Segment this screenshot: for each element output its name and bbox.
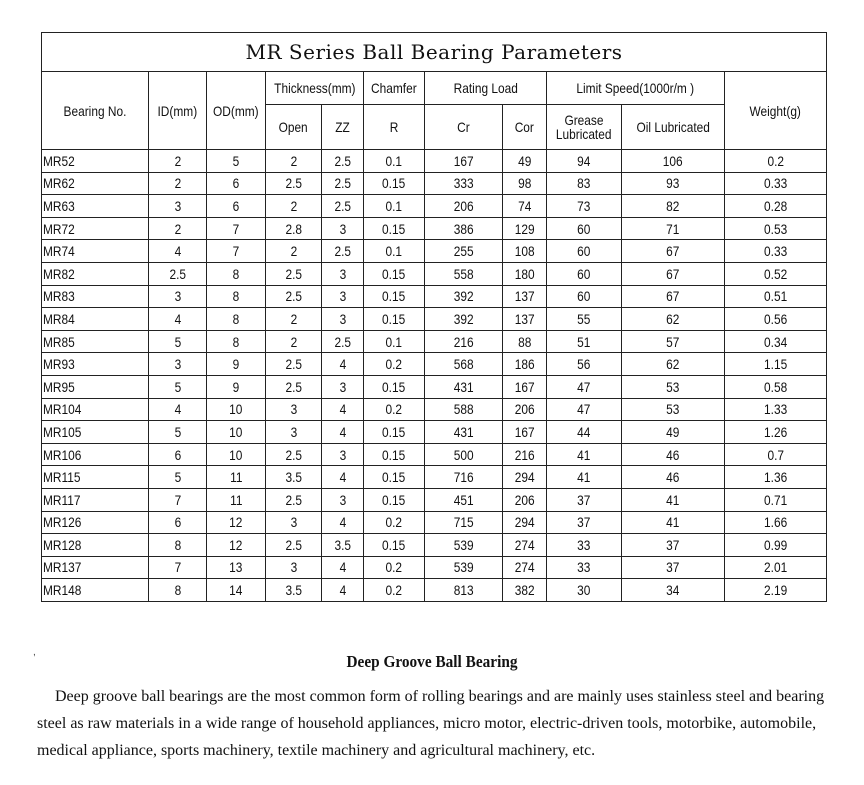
cell-open: 2.5 (266, 534, 322, 557)
table-row (42, 511, 827, 534)
cell-cor: 88 (503, 330, 547, 353)
cell-open: 2 (266, 150, 322, 173)
table-row (42, 398, 827, 421)
cell-cor: 382 (503, 579, 547, 602)
cell-od: 6 (207, 195, 266, 218)
cell-r: 0.2 (364, 556, 425, 579)
cell-open: 2.5 (266, 353, 322, 376)
cell-grease: 60 (547, 285, 622, 308)
cell-grease: 33 (547, 556, 622, 579)
cell-od: 8 (207, 330, 266, 353)
cell-weight: 0.71 (725, 488, 827, 511)
cell-r: 0.15 (364, 488, 425, 511)
header-open: Open (266, 105, 322, 150)
cell-cor: 274 (503, 556, 547, 579)
cell-r: 0.15 (364, 375, 425, 398)
cell-grease: 41 (547, 443, 622, 466)
cell-weight: 0.33 (725, 172, 827, 195)
cell-od: 8 (207, 308, 266, 331)
cell-cor: 74 (503, 195, 547, 218)
cell-r: 0.15 (364, 466, 425, 489)
cell-cr: 715 (425, 511, 503, 534)
cell-bearing-no: MR84 (42, 308, 149, 331)
cell-bearing-no: MR52 (42, 150, 149, 173)
cell-r: 0.15 (364, 421, 425, 444)
cell-r: 0.1 (364, 330, 425, 353)
header-cr: Cr (425, 105, 503, 150)
cell-weight: 1.66 (725, 511, 827, 534)
cell-id: 4 (149, 240, 207, 263)
cell-grease: 30 (547, 579, 622, 602)
table-row (42, 330, 827, 353)
cell-zz: 4 (322, 398, 364, 421)
cell-oil: 46 (622, 443, 725, 466)
table-row (42, 240, 827, 263)
cell-od: 14 (207, 579, 266, 602)
cell-zz: 3 (322, 217, 364, 240)
cell-r: 0.15 (364, 285, 425, 308)
cell-zz: 4 (322, 353, 364, 376)
cell-open: 2.5 (266, 443, 322, 466)
cell-id: 6 (149, 511, 207, 534)
cell-weight: 1.36 (725, 466, 827, 489)
cell-od: 11 (207, 488, 266, 511)
cell-id: 2 (149, 217, 207, 240)
cell-zz: 3.5 (322, 534, 364, 557)
cell-cor: 137 (503, 308, 547, 331)
table-row (42, 353, 827, 376)
cell-od: 9 (207, 353, 266, 376)
cell-bearing-no: MR128 (42, 534, 149, 557)
cell-r: 0.2 (364, 579, 425, 602)
cell-weight: 0.58 (725, 375, 827, 398)
cell-grease: 44 (547, 421, 622, 444)
cell-bearing-no: MR105 (42, 421, 149, 444)
cell-od: 12 (207, 534, 266, 557)
cell-od: 10 (207, 421, 266, 444)
cell-grease: 51 (547, 330, 622, 353)
table-row (42, 443, 827, 466)
cell-bearing-no: MR93 (42, 353, 149, 376)
cell-cor: 186 (503, 353, 547, 376)
cell-r: 0.1 (364, 240, 425, 263)
cell-cr: 216 (425, 330, 503, 353)
cell-od: 8 (207, 285, 266, 308)
cell-weight: 1.26 (725, 421, 827, 444)
table-row (42, 421, 827, 444)
cell-open: 3.5 (266, 466, 322, 489)
cell-cor: 129 (503, 217, 547, 240)
bearing-parameters-table (41, 32, 827, 602)
cell-cr: 167 (425, 150, 503, 173)
cell-open: 2.8 (266, 217, 322, 240)
cell-zz: 4 (322, 579, 364, 602)
table-row (42, 308, 827, 331)
cell-r: 0.2 (364, 353, 425, 376)
cell-weight: 0.34 (725, 330, 827, 353)
cell-zz: 2.5 (322, 240, 364, 263)
cell-od: 11 (207, 466, 266, 489)
header-weight: Weight(g) (725, 72, 827, 150)
cell-bearing-no: MR117 (42, 488, 149, 511)
cell-oil: 82 (622, 195, 725, 218)
cell-id: 2.5 (149, 262, 207, 285)
cell-bearing-no: MR148 (42, 579, 149, 602)
header-rating-load: Rating Load (425, 72, 547, 105)
cell-id: 2 (149, 150, 207, 173)
cell-od: 10 (207, 398, 266, 421)
cell-cr: 206 (425, 195, 503, 218)
table-row (42, 556, 827, 579)
cell-cr: 539 (425, 556, 503, 579)
cell-r: 0.15 (364, 308, 425, 331)
cell-id: 4 (149, 308, 207, 331)
section-title: Deep Groove Ball Bearing (346, 652, 518, 671)
cell-zz: 4 (322, 556, 364, 579)
table-row (42, 466, 827, 489)
cell-oil: 62 (622, 353, 725, 376)
header-chamfer: Chamfer (364, 72, 425, 105)
cell-id: 2 (149, 172, 207, 195)
header-od: OD(mm) (207, 72, 266, 150)
header-r: R (364, 105, 425, 150)
cell-oil: 37 (622, 534, 725, 557)
table-body (42, 33, 827, 602)
cell-zz: 4 (322, 466, 364, 489)
cell-zz: 2.5 (322, 150, 364, 173)
cell-id: 8 (149, 579, 207, 602)
stray-mark: , (33, 647, 36, 658)
cell-open: 2 (266, 240, 322, 263)
table-title-row (42, 33, 827, 72)
cell-cr: 588 (425, 398, 503, 421)
cell-zz: 2.5 (322, 172, 364, 195)
cell-cr: 716 (425, 466, 503, 489)
cell-r: 0.15 (364, 217, 425, 240)
cell-zz: 3 (322, 375, 364, 398)
cell-id: 4 (149, 398, 207, 421)
cell-r: 0.15 (364, 172, 425, 195)
cell-weight: 0.53 (725, 217, 827, 240)
cell-cor: 167 (503, 375, 547, 398)
section-body: Deep groove ball bearings are the most common form of rolling bearings and are mainly uses stainless steel and bearing steel as raw materials in a wide range of household appliances, micro motor, electric-driven tools, motorbike, automobile, medical appliance, sports machinery, textile machinery and agricultural machinery, etc. (37, 688, 825, 759)
table-row (42, 262, 827, 285)
cell-grease: 60 (547, 262, 622, 285)
cell-cor: 216 (503, 443, 547, 466)
cell-cor: 98 (503, 172, 547, 195)
cell-grease: 37 (547, 488, 622, 511)
cell-bearing-no: MR72 (42, 217, 149, 240)
cell-bearing-no: MR106 (42, 443, 149, 466)
cell-weight: 0.28 (725, 195, 827, 218)
cell-cr: 813 (425, 579, 503, 602)
cell-bearing-no: MR85 (42, 330, 149, 353)
cell-cr: 500 (425, 443, 503, 466)
cell-r: 0.15 (364, 443, 425, 466)
cell-grease: 47 (547, 398, 622, 421)
cell-grease: 60 (547, 240, 622, 263)
cell-cor: 137 (503, 285, 547, 308)
cell-zz: 3 (322, 308, 364, 331)
table-row (42, 375, 827, 398)
cell-cor: 180 (503, 262, 547, 285)
cell-weight: 2.01 (725, 556, 827, 579)
cell-oil: 67 (622, 240, 725, 263)
cell-oil: 67 (622, 262, 725, 285)
header-bearing-no: Bearing No. (42, 72, 149, 150)
header-zz: ZZ (322, 105, 364, 150)
cell-cor: 49 (503, 150, 547, 173)
cell-open: 2.5 (266, 262, 322, 285)
cell-open: 3 (266, 421, 322, 444)
cell-oil: 57 (622, 330, 725, 353)
cell-od: 7 (207, 217, 266, 240)
cell-r: 0.1 (364, 195, 425, 218)
cell-cr: 255 (425, 240, 503, 263)
header-row-1 (42, 72, 827, 105)
cell-open: 3.5 (266, 579, 322, 602)
header-cor: Cor (503, 105, 547, 150)
cell-bearing-no: MR62 (42, 172, 149, 195)
cell-grease: 41 (547, 466, 622, 489)
cell-oil: 41 (622, 488, 725, 511)
table-row (42, 285, 827, 308)
cell-grease: 37 (547, 511, 622, 534)
cell-open: 2.5 (266, 172, 322, 195)
cell-cr: 568 (425, 353, 503, 376)
cell-cor: 167 (503, 421, 547, 444)
cell-id: 5 (149, 421, 207, 444)
cell-weight: 0.52 (725, 262, 827, 285)
cell-cr: 431 (425, 421, 503, 444)
cell-oil: 53 (622, 398, 725, 421)
cell-open: 2 (266, 330, 322, 353)
cell-r: 0.2 (364, 398, 425, 421)
cell-od: 5 (207, 150, 266, 173)
cell-oil: 41 (622, 511, 725, 534)
cell-zz: 3 (322, 285, 364, 308)
cell-oil: 37 (622, 556, 725, 579)
cell-id: 7 (149, 488, 207, 511)
cell-od: 10 (207, 443, 266, 466)
header-grease-lubricated: Grease Lubricated (547, 105, 622, 150)
table-row (42, 488, 827, 511)
cell-grease: 55 (547, 308, 622, 331)
cell-grease: 94 (547, 150, 622, 173)
cell-bearing-no: MR137 (42, 556, 149, 579)
cell-id: 3 (149, 353, 207, 376)
table-row (42, 217, 827, 240)
cell-cr: 386 (425, 217, 503, 240)
cell-weight: 1.33 (725, 398, 827, 421)
cell-id: 5 (149, 330, 207, 353)
cell-cor: 206 (503, 488, 547, 511)
cell-id: 6 (149, 443, 207, 466)
cell-grease: 60 (547, 217, 622, 240)
cell-oil: 67 (622, 285, 725, 308)
header-thickness: Thickness(mm) (266, 72, 364, 105)
cell-zz: 4 (322, 511, 364, 534)
cell-r: 0.15 (364, 262, 425, 285)
cell-cr: 392 (425, 308, 503, 331)
cell-zz: 3 (322, 488, 364, 511)
cell-weight: 1.15 (725, 353, 827, 376)
cell-weight: 0.51 (725, 285, 827, 308)
cell-bearing-no: MR82 (42, 262, 149, 285)
table-row (42, 579, 827, 602)
cell-cr: 392 (425, 285, 503, 308)
cell-oil: 106 (622, 150, 725, 173)
cell-cor: 294 (503, 466, 547, 489)
cell-oil: 62 (622, 308, 725, 331)
cell-open: 2 (266, 195, 322, 218)
cell-bearing-no: MR104 (42, 398, 149, 421)
cell-oil: 46 (622, 466, 725, 489)
cell-cr: 333 (425, 172, 503, 195)
table-title: MR Series Ball Bearing Parameters (42, 33, 827, 72)
cell-weight: 0.33 (725, 240, 827, 263)
table-row (42, 150, 827, 173)
table-row (42, 195, 827, 218)
cell-zz: 2.5 (322, 195, 364, 218)
cell-cr: 451 (425, 488, 503, 511)
cell-bearing-no: MR115 (42, 466, 149, 489)
cell-r: 0.2 (364, 511, 425, 534)
cell-grease: 83 (547, 172, 622, 195)
cell-bearing-no: MR74 (42, 240, 149, 263)
cell-open: 2 (266, 308, 322, 331)
cell-id: 7 (149, 556, 207, 579)
cell-open: 2.5 (266, 285, 322, 308)
cell-zz: 2.5 (322, 330, 364, 353)
cell-weight: 2.19 (725, 579, 827, 602)
cell-id: 3 (149, 195, 207, 218)
cell-grease: 56 (547, 353, 622, 376)
cell-cor: 206 (503, 398, 547, 421)
cell-grease: 33 (547, 534, 622, 557)
cell-open: 2.5 (266, 488, 322, 511)
cell-oil: 71 (622, 217, 725, 240)
table-row (42, 534, 827, 557)
cell-oil: 53 (622, 375, 725, 398)
cell-weight: 0.56 (725, 308, 827, 331)
cell-cor: 294 (503, 511, 547, 534)
cell-r: 0.1 (364, 150, 425, 173)
cell-od: 12 (207, 511, 266, 534)
cell-open: 3 (266, 511, 322, 534)
cell-bearing-no: MR95 (42, 375, 149, 398)
header-oil-lubricated: Oil Lubricated (622, 105, 725, 150)
cell-od: 8 (207, 262, 266, 285)
header-id: ID(mm) (149, 72, 207, 150)
cell-oil: 49 (622, 421, 725, 444)
cell-open: 3 (266, 398, 322, 421)
cell-od: 6 (207, 172, 266, 195)
cell-weight: 0.99 (725, 534, 827, 557)
cell-zz: 4 (322, 421, 364, 444)
cell-cor: 108 (503, 240, 547, 263)
cell-bearing-no: MR83 (42, 285, 149, 308)
cell-id: 8 (149, 534, 207, 557)
cell-zz: 3 (322, 262, 364, 285)
cell-grease: 73 (547, 195, 622, 218)
cell-weight: 0.2 (725, 150, 827, 173)
cell-oil: 34 (622, 579, 725, 602)
cell-oil: 93 (622, 172, 725, 195)
cell-cor: 274 (503, 534, 547, 557)
cell-od: 9 (207, 375, 266, 398)
cell-open: 3 (266, 556, 322, 579)
cell-od: 13 (207, 556, 266, 579)
cell-zz: 3 (322, 443, 364, 466)
cell-cr: 431 (425, 375, 503, 398)
table-row (42, 172, 827, 195)
cell-id: 5 (149, 375, 207, 398)
cell-id: 3 (149, 285, 207, 308)
cell-cr: 558 (425, 262, 503, 285)
cell-open: 2.5 (266, 375, 322, 398)
cell-od: 7 (207, 240, 266, 263)
cell-cr: 539 (425, 534, 503, 557)
cell-id: 5 (149, 466, 207, 489)
cell-bearing-no: MR63 (42, 195, 149, 218)
cell-r: 0.15 (364, 534, 425, 557)
cell-bearing-no: MR126 (42, 511, 149, 534)
header-limit-speed: Limit Speed(1000r/m ) (547, 72, 725, 105)
cell-weight: 0.7 (725, 443, 827, 466)
cell-grease: 47 (547, 375, 622, 398)
